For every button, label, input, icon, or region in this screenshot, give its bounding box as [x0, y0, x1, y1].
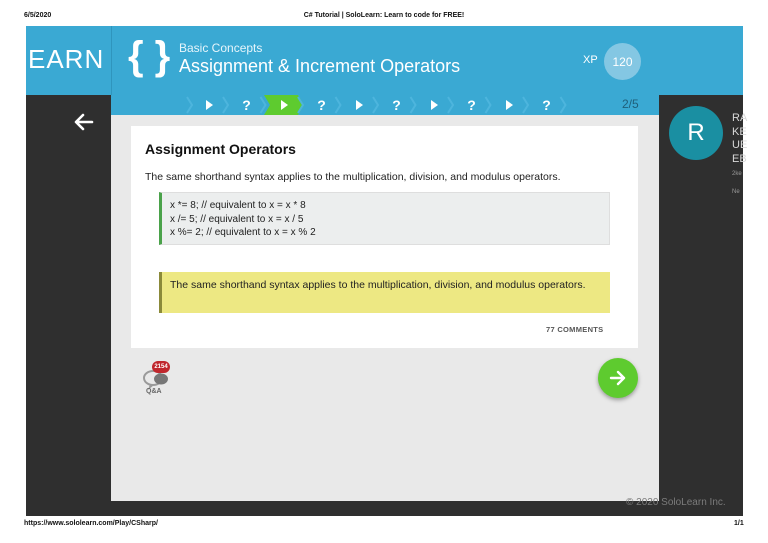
progress-steps	[111, 95, 659, 115]
progress-step-quiz[interactable]	[542, 97, 565, 113]
print-url: https://www.sololearn.com/Play/CSharp/	[24, 520, 158, 527]
curly-braces-icon: { }	[128, 34, 171, 78]
xp-label: XP	[583, 54, 598, 66]
progress-step-quiz[interactable]	[242, 97, 265, 113]
progress-step-lesson[interactable]	[356, 97, 378, 113]
profile-subtext-2: Ne	[732, 189, 740, 195]
progress-step-quiz[interactable]	[392, 97, 415, 113]
print-page-number: 1/1	[734, 520, 744, 527]
xp-badge: 120	[604, 43, 641, 80]
profile-subtext: 2ke	[732, 171, 742, 177]
progress-step-lesson[interactable]	[206, 97, 228, 113]
progress-step-lesson[interactable]	[431, 97, 453, 113]
card-title: Assignment Operators	[145, 141, 296, 157]
qa-label: Q&A	[146, 388, 162, 395]
progress-step-lesson[interactable]	[264, 95, 304, 115]
brand-logo-text[interactable]: EARN	[28, 44, 105, 74]
arrow-right-icon	[607, 367, 629, 389]
code-line: x %= 2; // equivalent to x = x % 2	[170, 227, 316, 238]
code-line: x *= 8; // equivalent to x = x * 8	[170, 200, 306, 211]
svg-text:?: ?	[392, 97, 401, 113]
progress-count: 2/5	[622, 97, 639, 111]
progress-step-lesson[interactable]	[506, 97, 528, 113]
lesson-title: Assignment & Increment Operators	[179, 56, 461, 76]
progress-step-quiz[interactable]	[467, 97, 490, 113]
breadcrumb[interactable]: Basic Concepts	[179, 41, 263, 55]
progress-chevron	[187, 97, 192, 113]
profile-name[interactable]: RA KE UE EB	[732, 112, 748, 165]
svg-text:?: ?	[317, 97, 326, 113]
highlight-note: The same shorthand syntax applies to the multiplication, division, and modulus operators.	[159, 272, 610, 313]
print-date: 6/5/2020	[24, 12, 52, 19]
copyright: © 2020 SoloLearn Inc.	[626, 497, 726, 508]
svg-text:?: ?	[542, 97, 551, 113]
qa-count-badge: 2154	[152, 361, 170, 373]
progress-step-quiz[interactable]	[317, 97, 340, 113]
code-block	[159, 192, 610, 245]
comments-link[interactable]: 77 COMMENTS	[546, 325, 604, 334]
avatar[interactable]: R	[669, 106, 723, 160]
top-bar-divider	[111, 26, 112, 95]
arrow-left-icon	[70, 108, 98, 136]
progress-bar	[111, 95, 659, 115]
code-line: x /= 5; // equivalent to x = x / 5	[170, 213, 304, 225]
svg-text:?: ?	[467, 97, 476, 113]
svg-text:?: ?	[242, 97, 251, 113]
next-button[interactable]	[598, 358, 638, 398]
back-button[interactable]	[70, 108, 98, 136]
card-text: The same shorthand syntax applies to the multiplication, division, and modulus operators.	[145, 171, 561, 183]
print-title: C# Tutorial | SoloLearn: Learn to code for FREE!	[303, 12, 465, 19]
